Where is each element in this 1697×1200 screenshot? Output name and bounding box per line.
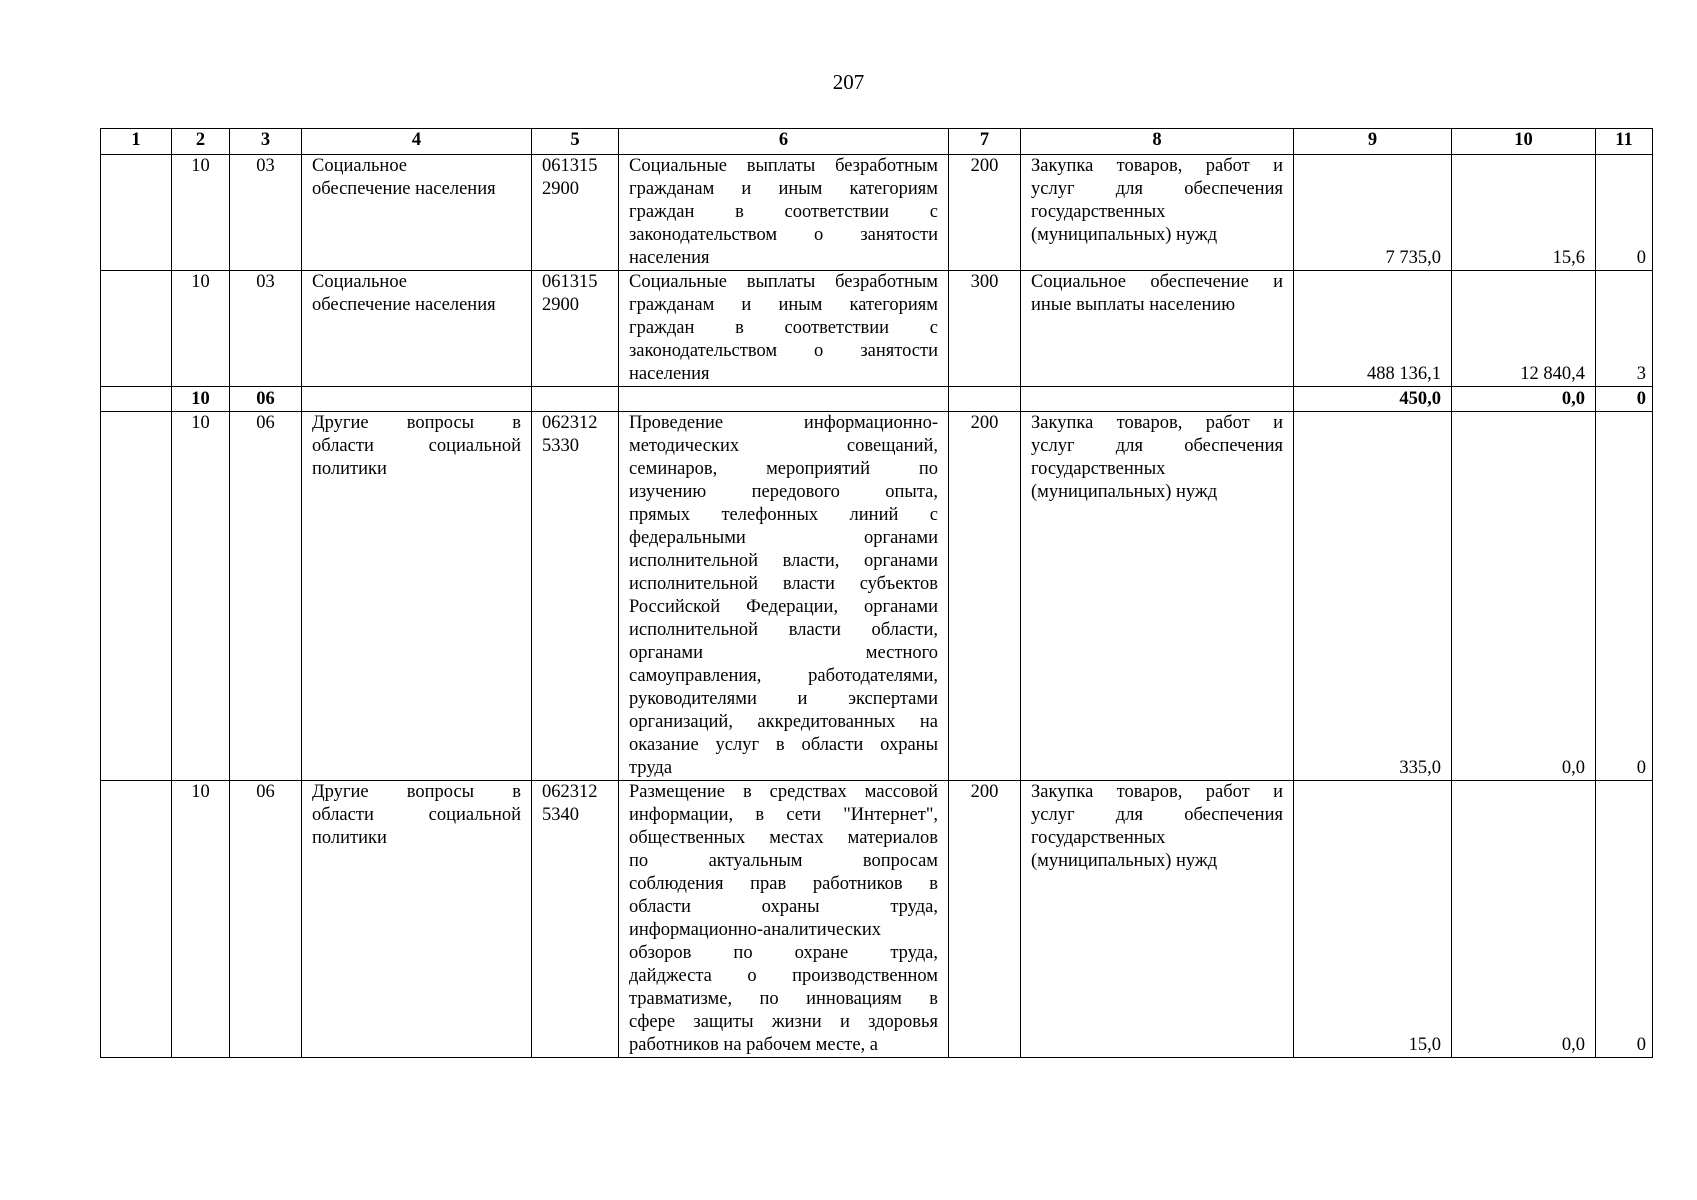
section-name-line: области социальной xyxy=(312,805,521,825)
expense-description xyxy=(619,781,949,1058)
subsection-code: 06 xyxy=(230,412,302,781)
subtotal-row xyxy=(101,387,1653,412)
column-header: 9 xyxy=(1294,129,1452,155)
section-name-line: обеспечение населения xyxy=(312,179,496,199)
expense-description-line: гражданам и иным категориям xyxy=(629,179,938,199)
expense-description-line: исполнительной власти области, xyxy=(629,620,938,640)
column-header: 11 xyxy=(1596,129,1653,155)
section-name-line: Социальное xyxy=(312,156,408,176)
subsection-code: 06 xyxy=(230,387,302,412)
amount-cell: 0 xyxy=(1596,387,1653,412)
table-cell xyxy=(619,387,949,412)
section-name-line: обеспечение населения xyxy=(312,295,496,315)
expense-description-line: методических совещаний, xyxy=(629,436,938,456)
section-name-line: политики xyxy=(312,828,387,848)
target-article-code-line: 061315 xyxy=(542,272,598,292)
table-row xyxy=(101,781,1653,1058)
expense-description xyxy=(619,271,949,387)
column-header: 4 xyxy=(302,129,532,155)
budget-table xyxy=(100,128,1653,1058)
section-name xyxy=(302,271,532,387)
expense-type-name-line: (муниципальных) нужд xyxy=(1031,851,1218,871)
amount-cell: 450,0 xyxy=(1294,387,1452,412)
page-number: 207 xyxy=(832,70,865,94)
target-article-code-line: 5330 xyxy=(542,436,579,456)
amount-cell: 0,0 xyxy=(1452,412,1596,781)
amount-cell: 7 735,0 xyxy=(1294,155,1452,271)
target-article-code-line: 062312 xyxy=(542,782,598,802)
amount-cell: 335,0 xyxy=(1294,412,1452,781)
expense-description-line: исполнительной власти субъектов xyxy=(629,574,938,594)
expense-type-name-line: (муниципальных) нужд xyxy=(1031,225,1218,245)
column-header: 8 xyxy=(1021,129,1294,155)
expense-description xyxy=(619,155,949,271)
expense-type-name-line: Закупка товаров, работ и xyxy=(1031,156,1283,176)
expense-description-line: семинаров, мероприятий по xyxy=(629,459,938,479)
expense-type-name-line: государственных xyxy=(1031,828,1166,848)
expense-description-line: федеральными органами xyxy=(629,528,938,548)
expense-type-name-line: (муниципальных) нужд xyxy=(1031,482,1218,502)
section-name-line: Другие вопросы в xyxy=(312,782,521,802)
target-article-code xyxy=(532,155,619,271)
expense-description-line: работников на рабочем месте, а xyxy=(629,1035,879,1055)
target-article-code xyxy=(532,781,619,1058)
expense-type-name xyxy=(1021,412,1294,781)
expense-description-line: оказание услуг в области охраны xyxy=(629,735,938,755)
amount-cell: 0 xyxy=(1596,781,1653,1058)
expense-description-line: области охраны труда, xyxy=(629,897,938,917)
expense-type-name xyxy=(1021,781,1294,1058)
expense-description-line: дайджеста о производственном xyxy=(629,966,938,986)
amount-cell: 15,0 xyxy=(1294,781,1452,1058)
expense-description-line: самоуправления, работодателями, xyxy=(629,666,938,686)
expense-type-name-line: государственных xyxy=(1031,202,1166,222)
expense-description-line: по актуальным вопросам xyxy=(629,851,938,871)
amount-cell: 0,0 xyxy=(1452,387,1596,412)
expense-type-name-line: государственных xyxy=(1031,459,1166,479)
expense-description xyxy=(619,412,949,781)
column-header: 5 xyxy=(532,129,619,155)
table-row xyxy=(101,271,1653,387)
column-header: 3 xyxy=(230,129,302,155)
expense-description-line: соблюдения прав работников в xyxy=(629,874,938,894)
expense-type-code: 300 xyxy=(949,271,1021,387)
section-code: 10 xyxy=(172,387,230,412)
row-number-cell xyxy=(101,155,172,271)
column-header: 1 xyxy=(101,129,172,155)
row-number-cell xyxy=(101,271,172,387)
expense-type-name-line: услуг для обеспечения xyxy=(1031,436,1283,456)
table-row xyxy=(101,155,1653,271)
expense-description-line: Российской Федерации, органами xyxy=(629,597,938,617)
expense-type-name-line: иные выплаты населению xyxy=(1031,295,1236,315)
amount-cell: 0,0 xyxy=(1452,781,1596,1058)
target-article-code-line: 5340 xyxy=(542,805,579,825)
expense-description-line: населения xyxy=(629,364,710,384)
expense-type-code: 200 xyxy=(949,412,1021,781)
amount-cell: 12 840,4 xyxy=(1452,271,1596,387)
expense-description-line: органами местного xyxy=(629,643,938,663)
amount-cell: 3 xyxy=(1596,271,1653,387)
expense-description-line: граждан в соответствии с xyxy=(629,202,938,222)
expense-type-code: 200 xyxy=(949,781,1021,1058)
table-row xyxy=(101,412,1653,781)
table-cell xyxy=(1021,387,1294,412)
section-name xyxy=(302,781,532,1058)
expense-description-line: Размещение в средствах массовой xyxy=(629,782,938,802)
expense-description-line: сфере защиты жизни и здоровья xyxy=(629,1012,938,1032)
subsection-code: 03 xyxy=(230,155,302,271)
section-code: 10 xyxy=(172,781,230,1058)
section-code: 10 xyxy=(172,412,230,781)
target-article-code-line: 061315 xyxy=(542,156,598,176)
expense-description-line: руководителями и экспертами xyxy=(629,689,938,709)
section-name-line: политики xyxy=(312,459,387,479)
section-name-line: области социальной xyxy=(312,436,521,456)
expense-description-line: информационно-аналитических xyxy=(629,920,881,940)
section-code: 10 xyxy=(172,155,230,271)
expense-description-line: труда xyxy=(629,758,673,778)
expense-type-name-line: Социальное обеспечение и xyxy=(1031,272,1283,292)
expense-type-name xyxy=(1021,155,1294,271)
expense-description-line: гражданам и иным категориям xyxy=(629,295,938,315)
amount-cell: 488 136,1 xyxy=(1294,271,1452,387)
amount-cell: 0 xyxy=(1596,155,1653,271)
table-cell xyxy=(949,387,1021,412)
table-header-row xyxy=(101,129,1653,155)
expense-type-name-line: Закупка товаров, работ и xyxy=(1031,413,1283,433)
expense-description-line: граждан в соответствии с xyxy=(629,318,938,338)
column-header: 7 xyxy=(949,129,1021,155)
expense-type-name-line: Закупка товаров, работ и xyxy=(1031,782,1283,802)
expense-description-line: изучению передового опыта, xyxy=(629,482,938,502)
expense-description-line: законодательством о занятости xyxy=(629,225,938,245)
expense-description-line: законодательством о занятости xyxy=(629,341,938,361)
amount-cell: 15,6 xyxy=(1452,155,1596,271)
section-name xyxy=(302,412,532,781)
table-cell xyxy=(101,387,172,412)
expense-type-name-line: услуг для обеспечения xyxy=(1031,179,1283,199)
expense-description-line: Социальные выплаты безработным xyxy=(629,156,938,176)
expense-description-line: Социальные выплаты безработным xyxy=(629,272,938,292)
table-cell xyxy=(532,387,619,412)
expense-description-line: населения xyxy=(629,248,710,268)
section-code: 10 xyxy=(172,271,230,387)
column-header: 2 xyxy=(172,129,230,155)
expense-description-line: общественных местах материалов xyxy=(629,828,938,848)
column-header: 10 xyxy=(1452,129,1596,155)
subsection-code: 06 xyxy=(230,781,302,1058)
column-header: 6 xyxy=(619,129,949,155)
expense-description-line: обзоров по охране труда, xyxy=(629,943,938,963)
target-article-code xyxy=(532,271,619,387)
target-article-code-line: 062312 xyxy=(542,413,598,433)
expense-description-line: прямых телефонных линий с xyxy=(629,505,938,525)
expense-description-line: исполнительной власти, органами xyxy=(629,551,938,571)
expense-type-name-line: услуг для обеспечения xyxy=(1031,805,1283,825)
row-number-cell xyxy=(101,781,172,1058)
expense-description-line: информации, в сети "Интернет", xyxy=(629,805,938,825)
table-cell xyxy=(302,387,532,412)
expense-description-line: организаций, аккредитованных на xyxy=(629,712,938,732)
expense-type-code: 200 xyxy=(949,155,1021,271)
expense-description-line: Проведение информационно- xyxy=(629,413,938,433)
expense-type-name xyxy=(1021,271,1294,387)
expense-description-line: травматизме, по инновациям в xyxy=(629,989,938,1009)
row-number-cell xyxy=(101,412,172,781)
section-name xyxy=(302,155,532,271)
section-name-line: Социальное xyxy=(312,272,408,292)
target-article-code xyxy=(532,412,619,781)
target-article-code-line: 2900 xyxy=(542,295,579,315)
target-article-code-line: 2900 xyxy=(542,179,579,199)
amount-cell: 0 xyxy=(1596,412,1653,781)
subsection-code: 03 xyxy=(230,271,302,387)
section-name-line: Другие вопросы в xyxy=(312,413,521,433)
